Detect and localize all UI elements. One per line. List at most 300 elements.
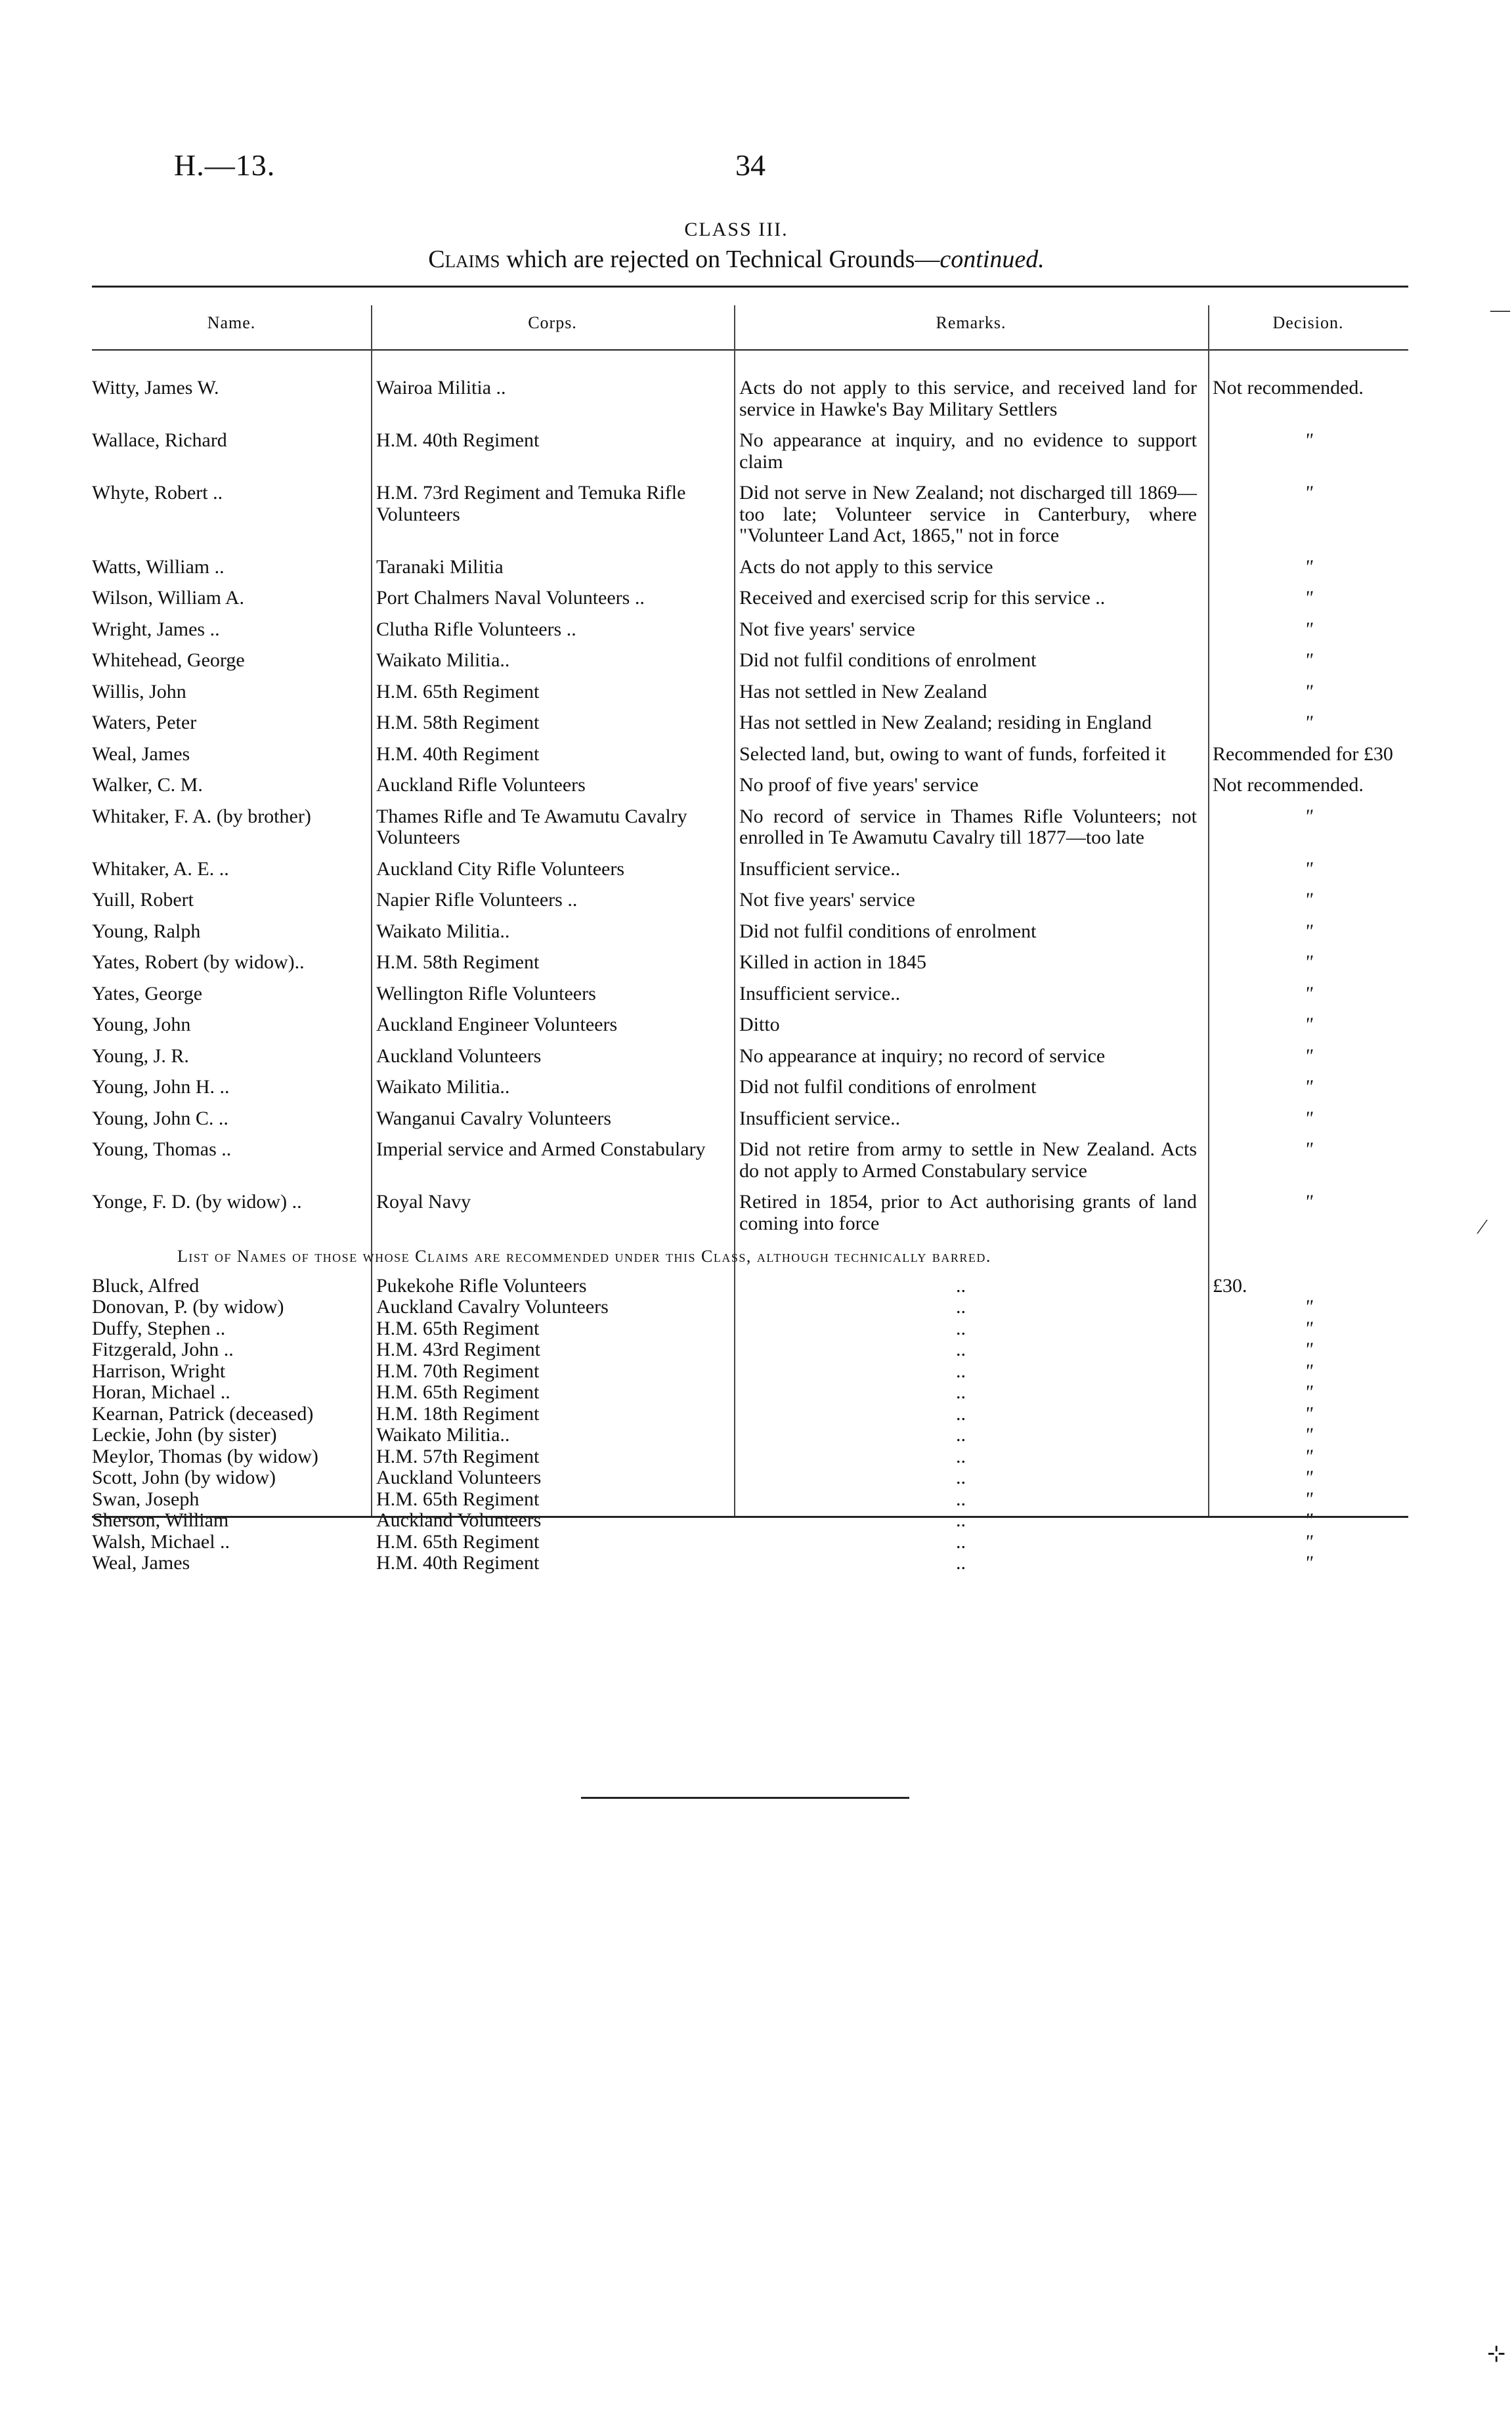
name-cell-text: Whitaker, A. E. .. [92,857,229,880]
corps-cell [368,588,731,609]
remarks-cell [731,1108,1205,1130]
name-cell-text: Young, J. R. [92,1045,189,1067]
name-cell [92,952,368,974]
decision-cell-text: " [1305,805,1313,827]
corps-cell [368,483,731,547]
name-cell-text: Scott, John (by widow) [92,1467,276,1488]
corps-cell-text: Napier Rifle Volunteers .. [376,889,578,911]
remarks-cell [731,1297,1205,1318]
claim-row [92,952,1408,974]
decision-cell-text: " [1305,1107,1313,1129]
decision-cell-text: " [1305,1296,1313,1318]
corps-cell-text: Wanganui Cavalry Volunteers [376,1107,612,1129]
claim-row [92,1077,1408,1098]
corps-cell-text: Taranaki Militia [376,555,504,578]
remarks-cell [731,1014,1205,1036]
name-cell [92,1339,368,1361]
corps-cell [368,1404,731,1425]
remarks-cell [731,1139,1205,1182]
name-cell [92,1446,368,1468]
recommended-row [92,1510,1408,1532]
page-number: 34 [735,148,766,182]
recommended-row [92,1318,1408,1340]
recommended-row [92,1404,1408,1425]
recommended-row [92,1382,1408,1404]
table-top-rule [92,286,1408,288]
remarks-cell-text: .. [956,1360,966,1382]
remarks-cell [731,377,1205,420]
decision-cell [1205,983,1408,1005]
name-cell [92,1014,368,1036]
remarks-cell-text: Has not settled in New Zealand; residing in England [739,712,1152,733]
remarks-cell-text: .. [956,1274,966,1297]
remarks-cell-text: Killed in action in 1845 [739,951,926,973]
decision-cell [1205,619,1408,641]
decision-cell [1205,1276,1408,1297]
decision-cell [1205,890,1408,911]
remarks-cell-text: Retired in 1854, prior to Act authorising grants of land coming into force [739,1191,1197,1234]
remarks-cell-text: Not five years' service [739,889,915,911]
remarks-cell [731,890,1205,911]
name-cell [92,1192,368,1234]
name-cell [92,1276,368,1297]
claim-row [92,650,1408,672]
corps-cell-text: Clutha Rifle Volunteers .. [376,618,576,640]
name-cell [92,588,368,609]
remarks-cell [731,430,1205,473]
name-cell [92,1382,368,1404]
decision-cell-text: " [1305,1509,1313,1531]
recommended-row [92,1297,1408,1318]
name-cell-text: Weal, James [92,1552,190,1574]
corps-cell-text: H.M. 18th Regiment [376,1402,540,1425]
remarks-cell-text: Did not fulfil conditions of enrolment [739,649,1037,671]
name-cell [92,430,368,473]
corps-cell [368,430,731,473]
corps-cell-text: H.M. 40th Regiment [376,743,540,765]
recommended-row [92,1553,1408,1574]
name-cell [92,775,368,796]
corps-cell [368,1297,731,1318]
decision-cell-text: " [1305,482,1313,504]
corps-cell [368,806,731,849]
corps-cell [368,681,731,703]
decision-cell-text: " [1305,1530,1313,1553]
remarks-cell [731,1276,1205,1297]
corps-cell [368,1553,731,1574]
corps-cell-text: Wairoa Militia .. [376,377,506,399]
remarks-cell-text: Insufficient service.. [739,1107,901,1129]
name-cell-text: Bluck, Alfred [92,1274,200,1297]
name-cell [92,1553,368,1574]
corps-cell [368,952,731,974]
remarks-cell [731,1382,1205,1404]
remarks-cell [731,650,1205,672]
claim-row [92,921,1408,943]
name-cell-text: Young, John H. .. [92,1076,230,1098]
claim-row [92,1108,1408,1130]
name-cell-text: Weal, James [92,743,190,765]
remarks-cell [731,983,1205,1005]
remarks-cell-text: Has not settled in New Zealand [739,680,987,702]
name-cell [92,921,368,943]
decision-cell-text: " [1305,1445,1313,1467]
decision-cell-text: " [1305,1339,1313,1360]
corps-cell [368,712,731,734]
name-cell-text: Wilson, William A. [92,587,245,609]
decision-cell [1205,1532,1408,1553]
list-heading: List of Names of those whose Claims are recommended under this Class, although technically barred. [177,1247,991,1266]
remarks-cell [731,744,1205,765]
corps-cell-text: H.M. 65th Regiment [376,1530,540,1553]
decision-cell [1205,744,1408,765]
claim-row [92,681,1408,703]
corps-cell-text: Wellington Rifle Volunteers [376,982,596,1004]
name-cell-text: Witty, James W. [92,377,219,399]
decision-cell [1205,1192,1408,1234]
decision-cell [1205,712,1408,734]
decision-cell-text: " [1305,1488,1313,1510]
corps-cell [368,744,731,765]
corps-cell [368,1446,731,1468]
corps-cell [368,1382,731,1404]
page-id: H.—13. [174,148,276,182]
name-cell-text: Kearnan, Patrick (deceased) [92,1402,314,1425]
claim-row [92,983,1408,1005]
decision-cell [1205,1361,1408,1383]
corps-cell [368,1108,731,1130]
name-cell-text: Wallace, Richard [92,429,227,451]
decision-cell [1205,1489,1408,1511]
corps-cell [368,1467,731,1489]
decision-cell [1205,1382,1408,1404]
margin-mark: — [1490,299,1510,320]
remarks-cell-text: .. [956,1509,966,1531]
name-cell-text: Harrison, Wright [92,1360,226,1382]
corps-cell [368,1510,731,1532]
decision-cell [1205,775,1408,796]
name-cell [92,1108,368,1130]
name-cell-text: Whitehead, George [92,649,245,671]
decision-cell-text: Recommended for £30 [1213,743,1393,765]
claim-row [92,377,1408,420]
decision-cell [1205,1046,1408,1067]
remarks-cell-text: .. [956,1339,966,1360]
decision-cell-text: " [1305,1360,1313,1382]
decision-cell-text: " [1305,951,1313,973]
corps-cell [368,1276,731,1297]
remarks-cell [731,1339,1205,1361]
remarks-cell-text: .. [956,1402,966,1425]
name-cell [92,1297,368,1318]
decision-cell-text: " [1305,1317,1313,1339]
corps-cell-text: Auckland City Rifle Volunteers [376,857,625,880]
decision-cell-text: Not recommended. [1213,774,1364,796]
table-subtitle [0,245,1492,274]
name-cell [92,1510,368,1532]
name-cell-text: Meylor, Thomas (by widow) [92,1445,318,1467]
remarks-cell-text: Did not fulfil conditions of enrolment [739,1076,1037,1098]
claim-row [92,890,1408,911]
remarks-cell [731,1425,1205,1446]
name-cell [92,619,368,641]
name-cell [92,650,368,672]
decision-cell-text: " [1305,1138,1313,1160]
remarks-cell [731,1192,1205,1234]
decision-cell-text: " [1305,889,1313,911]
name-cell [92,744,368,765]
corps-cell [368,921,731,943]
name-cell-text: Donovan, P. (by widow) [92,1296,284,1318]
corps-cell-text: H.M. 43rd Regiment [376,1339,540,1360]
remarks-cell [731,859,1205,880]
claim-row [92,1046,1408,1067]
remarks-cell-text: Ditto [739,1014,780,1035]
remarks-cell [731,1553,1205,1574]
remarks-cell [731,712,1205,734]
claim-row [92,744,1408,765]
decision-cell [1205,1014,1408,1036]
remarks-cell [731,1489,1205,1511]
name-cell [92,1489,368,1511]
recommended-row [92,1361,1408,1383]
name-cell-text: Willis, John [92,680,186,702]
corps-cell [368,377,731,420]
decision-cell [1205,1553,1408,1574]
corps-cell-text: Waikato Militia.. [376,649,510,671]
name-cell [92,712,368,734]
claim-row [92,712,1408,734]
corps-cell-text: Auckland Cavalry Volunteers [376,1296,609,1318]
corps-cell-text: Waikato Militia.. [376,1424,510,1446]
decision-cell-text: " [1305,1467,1313,1488]
remarks-cell-text: .. [956,1381,966,1403]
recommended-row [92,1425,1408,1446]
corps-cell-text: H.M. 58th Regiment [376,951,540,973]
name-cell-text: Whitaker, F. A. (by brother) [92,805,311,827]
table-body [92,377,1408,1574]
remarks-cell [731,588,1205,609]
name-cell [92,1361,368,1383]
end-rule [581,1797,909,1799]
remarks-cell-text: .. [956,1445,966,1467]
name-cell [92,557,368,578]
name-cell-text: Yates, Robert (by widow).. [92,951,305,973]
name-cell-text: Young, Thomas .. [92,1138,232,1160]
decision-cell [1205,1510,1408,1532]
name-cell [92,1318,368,1340]
name-cell-text: Fitzgerald, John .. [92,1339,234,1360]
name-cell-text: Duffy, Stephen .. [92,1317,226,1339]
corps-cell [368,650,731,672]
corps-cell-text: H.M. 65th Regiment [376,1488,540,1510]
decision-cell [1205,1425,1408,1446]
remarks-cell-text: No appearance at inquiry; no record of service [739,1045,1106,1067]
subtitle-continued: continued. [940,246,1045,273]
recommended-row [92,1276,1408,1297]
recommended-row [92,1446,1408,1468]
corps-cell-text: Waikato Militia.. [376,1076,510,1098]
decision-cell-text: " [1305,1191,1313,1213]
remarks-cell-text: Did not serve in New Zealand; not discharged till 1869—too late; Volunteer service in Canterbury, where "Volunteer Land Act, 1865," not in force [739,482,1197,546]
name-cell-text: Walsh, Michael .. [92,1530,230,1553]
column-header-corps: Corps. [528,313,577,332]
corps-cell [368,1425,731,1446]
remarks-cell-text: Insufficient service.. [739,857,901,880]
column-header-remarks: Remarks. [936,313,1006,332]
claim-row [92,588,1408,609]
name-cell-text: Young, Ralph [92,920,201,942]
corps-cell-text: Auckland Rifle Volunteers [376,774,586,796]
remarks-cell-text: .. [956,1552,966,1574]
claim-row [92,1014,1408,1036]
decision-cell [1205,859,1408,880]
decision-cell-text: " [1305,649,1313,671]
recommended-row [92,1489,1408,1511]
corps-cell [368,557,731,578]
remarks-cell-text: Insufficient service.. [739,982,901,1004]
remarks-cell [731,1446,1205,1468]
corps-cell [368,859,731,880]
decision-cell [1205,1404,1408,1425]
remarks-cell-text: Did not retire from army to settle in New Zealand. Acts do not apply to Armed Constabulary service [739,1138,1197,1182]
claim-row [92,859,1408,880]
corps-cell [368,1361,731,1383]
corps-cell-text: H.M. 73rd Regiment and Temuka Rifle Volunteers [376,482,686,525]
column-header-name: Name. [207,313,256,332]
name-cell [92,681,368,703]
corps-cell-text: H.M. 40th Regiment [376,429,540,451]
decision-cell [1205,1467,1408,1489]
decision-cell [1205,921,1408,943]
corps-cell-text: Auckland Engineer Volunteers [376,1014,618,1035]
remarks-cell-text: Selected land, but, owing to want of funds, forfeited it [739,743,1166,765]
decision-cell [1205,952,1408,974]
decision-cell-text: Not recommended. [1213,377,1364,399]
remarks-cell-text: .. [956,1530,966,1553]
claim-row [92,619,1408,641]
remarks-cell-text: Not five years' service [739,618,915,640]
corps-cell-text: H.M. 65th Regiment [376,1381,540,1403]
claim-row [92,557,1408,578]
table-header-rule [92,349,1408,351]
corps-cell [368,1014,731,1036]
remarks-cell [731,921,1205,943]
decision-cell-text: " [1305,712,1313,733]
corps-cell [368,1192,731,1234]
remarks-cell [731,775,1205,796]
remarks-cell [731,681,1205,703]
name-cell-text: Waters, Peter [92,712,197,733]
decision-cell [1205,650,1408,672]
name-cell-text: Wright, James .. [92,618,220,640]
decision-cell [1205,1108,1408,1130]
name-cell [92,377,368,420]
decision-cell-text: " [1305,680,1313,702]
corps-cell [368,1339,731,1361]
claim-row [92,806,1408,849]
decision-cell-text: " [1305,1045,1313,1067]
decision-cell [1205,1077,1408,1098]
remarks-cell-text: Acts do not apply to this service, and received land for service in Hawke's Bay Military Settlers [739,377,1197,420]
table-bottom-rule [92,1516,1408,1518]
decision-cell [1205,377,1408,420]
name-cell [92,1532,368,1553]
corps-cell-text: Pukekohe Rifle Volunteers [376,1274,587,1297]
remarks-cell [731,1532,1205,1553]
name-cell [92,483,368,547]
remarks-cell-text: No record of service in Thames Rifle Volunteers; not enrolled in Te Awamutu Cavalry till 1877—too late [739,805,1197,848]
corps-cell [368,1318,731,1340]
decision-cell [1205,1339,1408,1361]
name-cell [92,1404,368,1425]
decision-cell [1205,1446,1408,1468]
corps-cell [368,619,731,641]
decision-cell [1205,681,1408,703]
remarks-cell-text: No proof of five years' service [739,774,979,796]
corps-cell-text: H.M. 65th Regiment [376,680,540,702]
remarks-cell-text: .. [956,1317,966,1339]
name-cell-text: Horan, Michael .. [92,1381,230,1403]
corps-cell [368,775,731,796]
decision-cell-text: " [1305,1076,1313,1098]
corps-cell-text: H.M. 40th Regiment [376,1552,540,1574]
decision-cell-text: " [1305,1552,1313,1574]
name-cell [92,890,368,911]
name-cell-text: Yuill, Robert [92,889,194,911]
decision-cell [1205,1318,1408,1340]
corps-cell [368,1046,731,1067]
name-cell-text: Young, John [92,1014,191,1035]
claim-row [92,775,1408,796]
remarks-cell [731,1404,1205,1425]
decision-cell-text: " [1305,857,1313,880]
name-cell [92,806,368,849]
corps-cell [368,1532,731,1553]
decision-cell-text: " [1305,1402,1313,1425]
decision-cell-text: " [1305,587,1313,609]
name-cell-text: Sherson, William [92,1509,229,1531]
decision-cell-text: " [1305,429,1313,451]
corps-cell-text: Port Chalmers Naval Volunteers .. [376,587,645,609]
decision-cell-text: " [1305,618,1313,640]
remarks-cell [731,1318,1205,1340]
name-cell-text: Watts, William .. [92,555,225,578]
name-cell-text: Yonge, F. D. (by widow) .. [92,1191,302,1213]
corps-cell [368,1077,731,1098]
claim-row [92,483,1408,547]
class-heading: CLASS III. [684,219,788,240]
remarks-cell [731,952,1205,974]
corps-cell [368,1139,731,1182]
remarks-cell-text: .. [956,1488,966,1510]
margin-mark: ⊹ [1487,2342,1506,2366]
decision-cell-text: £30. [1213,1274,1247,1297]
decision-cell [1205,483,1408,547]
name-cell-text: Young, John C. .. [92,1107,228,1129]
decision-cell [1205,588,1408,609]
claim-row [92,430,1408,473]
column-header-decision: Decision. [1272,313,1344,332]
decision-cell [1205,557,1408,578]
name-cell-text: Leckie, John (by sister) [92,1424,277,1446]
remarks-cell [731,1510,1205,1532]
decision-cell-text: " [1305,1424,1313,1446]
name-cell [92,1077,368,1098]
remarks-cell [731,1077,1205,1098]
corps-cell-text: Waikato Militia.. [376,920,510,942]
remarks-cell [731,806,1205,849]
